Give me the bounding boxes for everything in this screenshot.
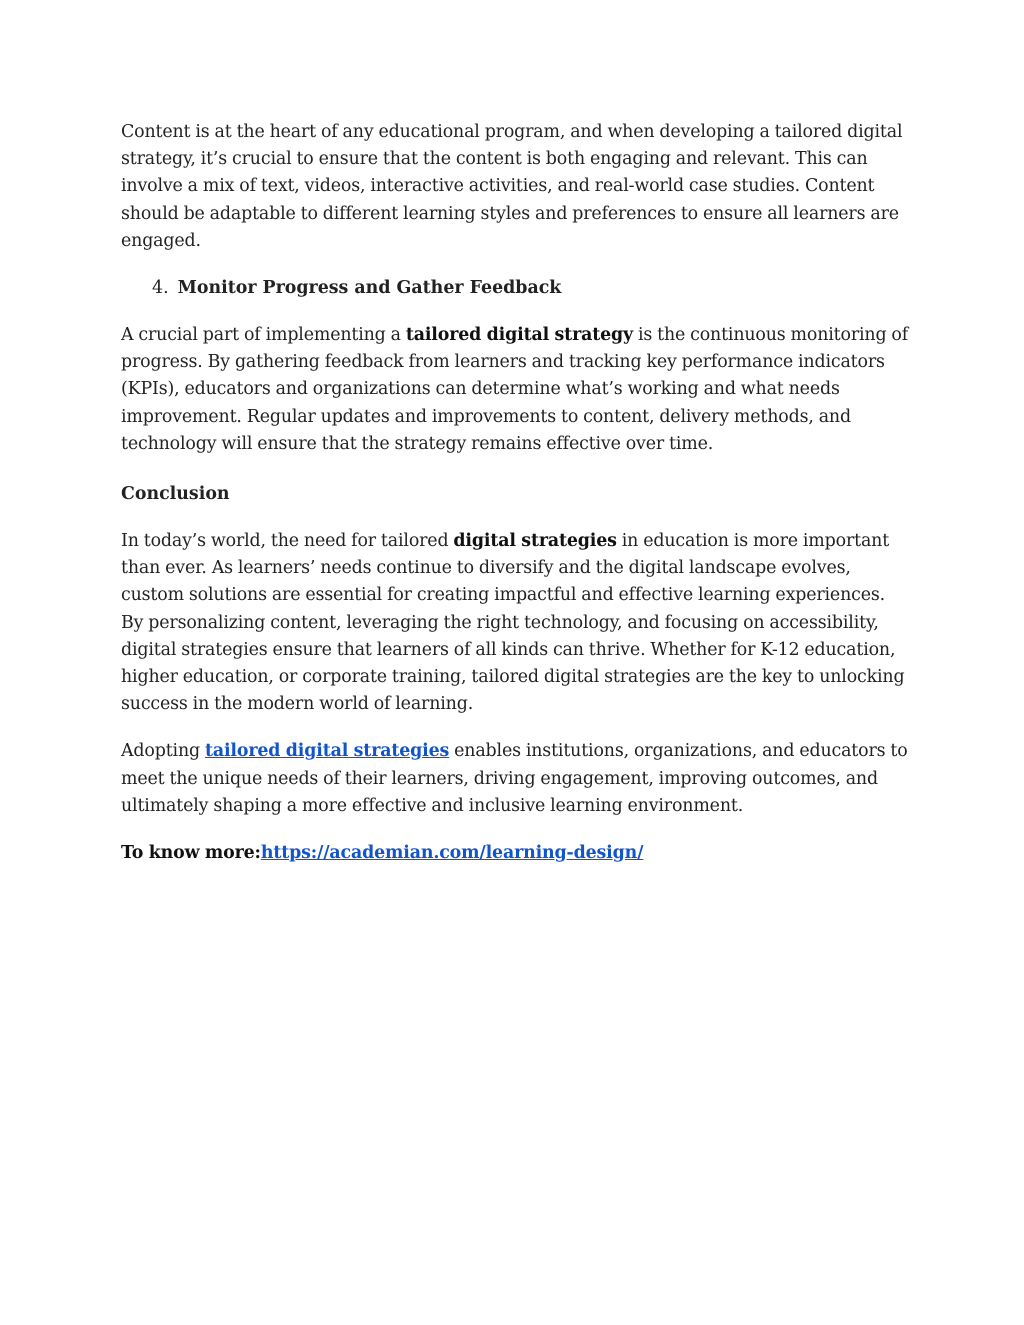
- know-more-line: [121, 840, 911, 867]
- learning-design-link[interactable]: https://academian.com/learning-design/: [260, 843, 644, 864]
- list-item-monitor-progress: [121, 275, 911, 302]
- conclusion-text-after: in education is more important than ever. As learners’ needs continue to diversify and the digital landscape evolves, custom solutions are essential for creating impactful and effective learning experiences. By personalizing content, leveraging the right technology, and focusing on accessibility, digital strategies ensure that learners of all kinds can thrive. Whether for K-12 education, higher education, or corporate training, tailored digital strategies are the key to unlocking success in the modern world of learning.: [121, 531, 905, 715]
- tailored-strategies-link[interactable]: tailored digital strategies: [204, 741, 450, 762]
- list-number: 4.: [152, 278, 169, 299]
- conclusion-heading: Conclusion: [121, 484, 230, 505]
- list-item-title: Monitor Progress and Gather Feedback: [177, 278, 562, 299]
- adopting-text-after: enables institutions, organizations, and educators to meet the unique needs of their learners, driving engagement, improving outcomes, and ultimately shaping a more effective and inclusive learning environment.: [121, 741, 908, 816]
- conclusion-text-before: In today’s world, the need for tailored: [121, 531, 454, 552]
- monitoring-text-after: is the continuous monitoring of progress. By gathering feedback from learners and tracking key performance indicators (KPIs), educators and organizations can determine what’s working and what needs improvement. Regular updates and improvements to content, delivery methods, and technology will ensure that the strategy remains effective over time.: [121, 325, 909, 454]
- adopting-paragraph: [121, 738, 911, 820]
- monitoring-paragraph: [121, 322, 911, 458]
- document-page: [121, 119, 911, 867]
- conclusion-paragraph: [121, 528, 911, 718]
- content-paragraph: Content is at the heart of any educational program, and when developing a tailored digital strategy, it’s crucial to ensure that the content is both engaging and relevant. This can involve a mix of text, videos, interactive activities, and real-world case studies. Content should be adaptable to different learning styles and preferences to ensure all learners are engaged.: [121, 122, 903, 251]
- know-more-label: To know more:: [121, 843, 261, 864]
- conclusion-bold-phrase: digital strategies: [453, 531, 617, 552]
- adopting-text-before: Adopting: [121, 741, 205, 762]
- monitoring-bold-phrase: tailored digital strategy: [405, 325, 633, 346]
- monitoring-text-before: A crucial part of implementing a: [121, 325, 406, 346]
